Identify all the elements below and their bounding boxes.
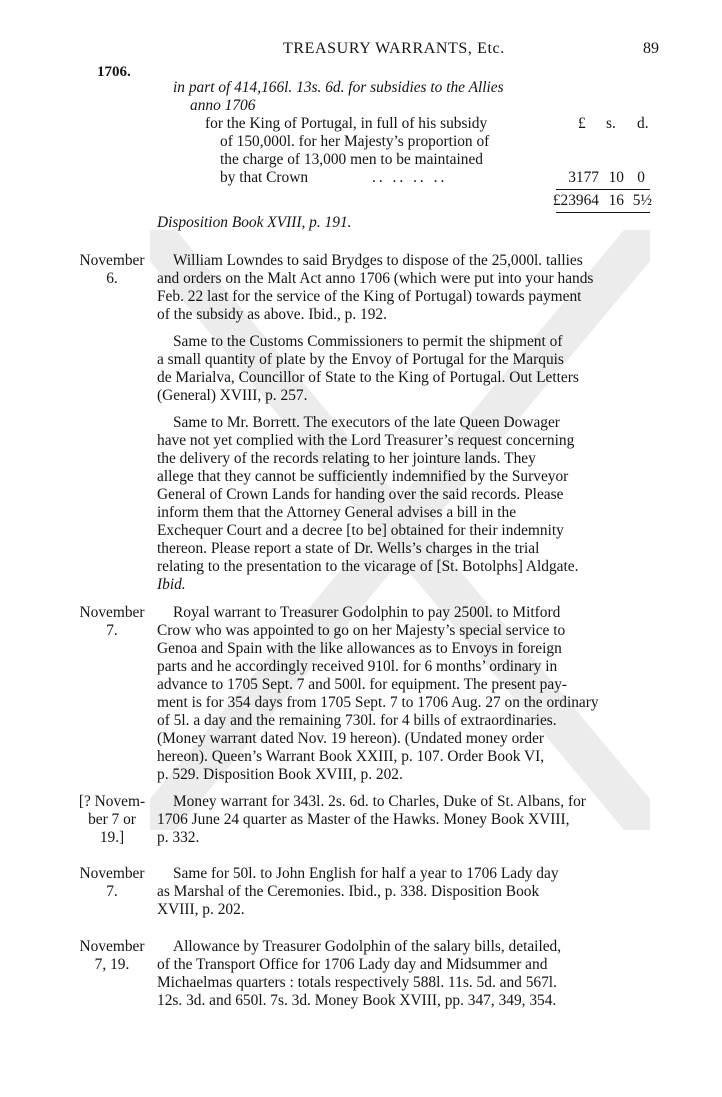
entry-1-date: November 6. [79, 252, 145, 287]
currency-pence-header: d. [637, 115, 649, 132]
currency-shillings-header: s. [606, 115, 616, 132]
entry-7-date: November 7, 19. [79, 938, 145, 973]
continuation-line-3: the charge of 13,000 men to be maintained [220, 151, 483, 168]
continuation-line-1: for the King of Portugal, in full of his subsidy [205, 115, 488, 132]
amount-pence: 0 [637, 169, 645, 186]
amount-shillings: 10 [608, 169, 624, 186]
entry-4-text: Royal warrant to Treasurer Godolphin to pay 2500l. to Mitford Crow who was appointed to go on her Majesty’s special service to Genoa and Spain with the like allowances as to Envoys in foreign parts and he accordingly received 910l. for 6 months’ ordinary in advance to 1705 Sept. 7 and 500l. for equipment. The present pay- ment is for 354 days from 1705 Sept. 7 to 1706 Aug. 27 on the ordinary of 5l. a day and the remaining 730l. for 4 bills of extraordinaries. (Money warrant dated Nov. 19 hereon). (Undated money order hereon). Queen’s Warrant Book XXIII, p. 107. Order Book VI, p. 529. Disposition Book XVIII, p. 202. [157, 604, 599, 783]
running-title: TREASURY WARRANTS, Etc. [283, 40, 505, 57]
currency-pounds-header: £ [578, 115, 586, 132]
leader-dots: .. .. .. .. [372, 169, 448, 186]
continuation-heading-1: in part of 414,166l. 13s. 6d. for subsidies to the Allies [173, 79, 504, 96]
continuation-line-4: by that Crown [220, 169, 309, 186]
disposition-reference: Disposition Book XVIII, p. 191. [157, 214, 352, 231]
entry-1-text: William Lowndes to said Brydges to dispose of the 25,000l. tallies and orders on the Malt Act anno 1706 (which were put into your hands Feb. 22 last for the service of the King of Portugal) towards payment of the subsidy as above. Ibid., p. 192. [157, 252, 594, 323]
continuation-heading-2: anno 1706 [190, 97, 256, 114]
entry-2-text: Same to the Customs Commissioners to permit the shipment of a small quantity of plate by the Envoy of Portugal for the Marquis de Marialva, Councillor of State to the King of Portugal. Out Letters (General) XVIII, p. 257. [157, 333, 579, 404]
entry-5-date: [? Novem- ber 7 or 19.] [78, 793, 146, 846]
entry-6-date: November 7. [79, 865, 145, 900]
entry-3-text: Same to Mr. Borrett. The executors of the late Queen Dowager have not yet complied with the Lord Treasurer’s request concerning the delivery of the records relating to her jointure lands. They allege that they cannot be sufficiently indemnified by the Surveyor General of Crown Lands for handing over the said records. Please inform them that the Attorney General advises a bill in the Exchequer Court and a decree [to be] obtained for their indemnity thereon. Please report a state of Dr. Wells’s charges in the trial relating to the presentation to the vicarage of [St. Botolphs] Aldgate. Ibid. [157, 414, 579, 593]
total-shillings: 16 [608, 192, 624, 209]
page-number: 89 [643, 40, 659, 57]
continuation-line-2: of 150,000l. for her Majesty’s proportion of [220, 133, 490, 150]
sum-rule [556, 189, 650, 190]
total-pence: 5½ [632, 192, 652, 209]
total-rule [556, 212, 650, 213]
amount-pounds: 3177 [568, 169, 599, 186]
entry-5-text: Money warrant for 343l. 2s. 6d. to Charles, Duke of St. Albans, for 1706 June 24 quarter as Master of the Hawks. Money Book XVIII, p. 332. [157, 793, 586, 846]
total-pounds: £23964 [552, 192, 599, 209]
entry-4-date: November 7. [79, 604, 145, 639]
entry-6-text: Same for 50l. to John English for half a year to 1706 Lady day as Marshal of the Ceremonies. Ibid., p. 338. Disposition Book XVIII, p. 202. [157, 865, 559, 918]
year-label: 1706. [97, 64, 131, 80]
entry-7-text: Allowance by Treasurer Godolphin of the salary bills, detailed, of the Transport Office for 1706 Lady day and Midsummer and Michaelmas quarters : totals respectively 588l. 11s. 5d. and 567l. 12s. 3d. and 650l. 7s. 3d. Money Book XVIII, pp. 347, 349, 354. [157, 938, 562, 1009]
